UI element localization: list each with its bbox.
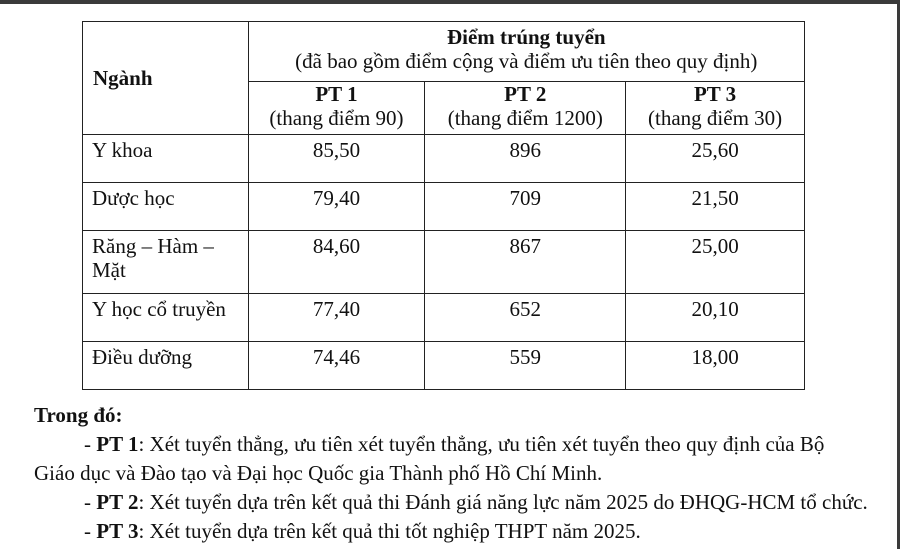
row-pt1: 74,46 <box>248 342 425 390</box>
table-row <box>83 231 805 294</box>
row-pt2: 559 <box>425 342 626 390</box>
pt3-name: PT 3 <box>693 82 737 106</box>
note-prefix: - <box>84 432 97 456</box>
note-text: : Xét tuyển thẳng, ưu tiên xét tuyển thẳng, ưu tiên xét tuyển theo quy định của Bộ <box>138 432 825 456</box>
row-name: Y khoa <box>83 135 249 183</box>
row-pt2: 896 <box>425 135 626 183</box>
note-item-pt1-continuation: Giáo dục và Đào tạo và Đại học Quốc gia Thành phố Hồ Chí Minh. <box>34 461 603 485</box>
row-name: Điều dưỡng <box>83 342 249 390</box>
row-pt1: 85,50 <box>248 135 425 183</box>
note-text: : Xét tuyển dựa trên kết quả thi tốt nghiệp THPT năm 2025. <box>138 519 641 543</box>
row-pt1: 79,40 <box>248 183 425 231</box>
row-name-line2: Mặt <box>92 258 126 283</box>
row-name <box>83 231 249 294</box>
pt3-scale: (thang điểm 30) <box>648 106 783 131</box>
row-name: Y học cổ truyền <box>83 294 249 342</box>
row-pt1: 77,40 <box>248 294 425 342</box>
row-pt3: 25,60 <box>626 135 805 183</box>
pt1-scale: (thang điểm 90) <box>269 106 404 131</box>
row-name-line1: Răng – Hàm – <box>92 234 214 258</box>
header-score-title: Điểm trúng tuyển <box>446 25 606 49</box>
note-label: PT 2 <box>96 490 139 514</box>
window-top-border <box>0 0 900 4</box>
row-pt1: 84,60 <box>248 231 425 294</box>
table-row <box>83 183 805 231</box>
header-score-subtitle: (đã bao gồm điểm cộng và điểm ưu tiên theo quy định) <box>295 49 758 74</box>
note-prefix: - <box>84 490 97 514</box>
notes-heading: Trong đó: <box>34 403 123 427</box>
table-row <box>83 135 805 183</box>
table-row <box>83 342 805 390</box>
note-label: PT 3 <box>96 519 139 543</box>
notes-section <box>34 401 874 546</box>
row-name: Dược học <box>83 183 249 231</box>
row-pt2: 867 <box>425 231 626 294</box>
header-pt1 <box>248 82 425 135</box>
row-pt3: 21,50 <box>626 183 805 231</box>
note-text: : Xét tuyển dựa trên kết quả thi Đánh giá năng lực năm 2025 do ĐHQG-HCM tổ chức. <box>138 490 868 514</box>
admission-score-table <box>82 21 805 390</box>
pt1-name: PT 1 <box>315 82 358 106</box>
row-pt2: 709 <box>425 183 626 231</box>
note-item-pt2 <box>34 488 874 517</box>
row-pt3: 18,00 <box>626 342 805 390</box>
note-item-pt1 <box>34 430 874 459</box>
header-score <box>248 22 804 82</box>
row-pt3: 25,00 <box>626 231 805 294</box>
note-label: PT 1 <box>96 432 139 456</box>
pt2-scale: (thang điểm 1200) <box>447 106 603 131</box>
note-prefix: - <box>84 519 97 543</box>
pt2-name: PT 2 <box>504 82 547 106</box>
row-pt2: 652 <box>425 294 626 342</box>
header-nganh-label: Ngành <box>93 65 153 90</box>
note-item-pt3 <box>34 517 874 546</box>
table-row <box>83 294 805 342</box>
header-pt2 <box>425 82 626 135</box>
header-pt3 <box>626 82 805 135</box>
header-nganh <box>83 22 249 135</box>
row-pt3: 20,10 <box>626 294 805 342</box>
